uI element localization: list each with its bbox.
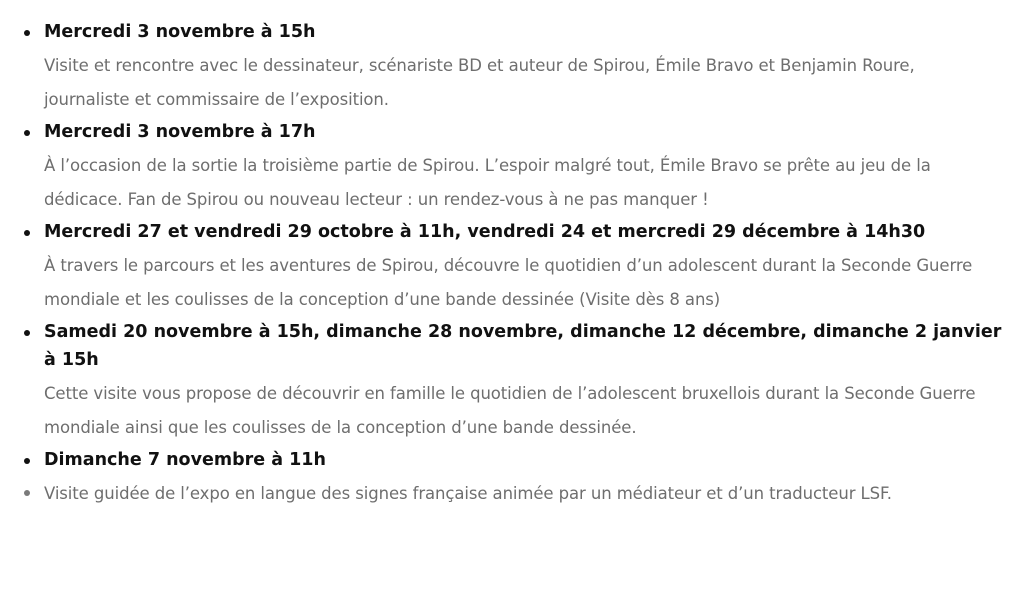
event-title: Samedi 20 novembre à 15h, dimanche 28 novembre, dimanche 12 décembre, dimanche 2 janvier à 15h <box>44 322 1002 370</box>
event-title: Dimanche 7 novembre à 11h <box>44 450 326 470</box>
event-item-4 <box>0 318 1024 445</box>
event-title: Mercredi 3 novembre à 15h <box>44 22 316 42</box>
event-item-2 <box>0 118 1024 217</box>
bullet-icon <box>24 490 30 496</box>
bullet-icon <box>24 30 30 36</box>
event-description: Visite guidée de l’expo en langue des signes française animée par un médiateur et d’un traducteur LSF. <box>44 484 892 503</box>
bullet-icon <box>24 130 30 136</box>
bullet-icon <box>24 230 30 236</box>
event-description: Visite et rencontre avec le dessinateur, scénariste BD et auteur de Spirou, Émile Bravo et Benjamin Roure, journaliste et commissaire de l’exposition. <box>44 56 915 109</box>
event-description: Cette visite vous propose de découvrir en famille le quotidien de l’adolescent bruxellois durant la Seconde Guerre mondiale ainsi que les coulisses de la conception d’une bande dessinée. <box>44 384 976 437</box>
event-description: À l’occasion de la sortie la troisième partie de Spirou. L’espoir malgré tout, Émile Bravo se prête au jeu de la dédicace. Fan de Spirou ou nouveau lecteur : un rendez-vous à ne pas manquer ! <box>44 156 931 209</box>
event-description: À travers le parcours et les aventures de Spirou, découvre le quotidien d’un adolescent durant la Seconde Guerre mondiale et les coulisses de la conception d’une bande dessinée (Visite dès 8 ans) <box>44 256 973 309</box>
event-item-3 <box>0 218 1024 317</box>
event-item-1 <box>0 18 1024 117</box>
bullet-icon <box>24 458 30 464</box>
event-item-5 <box>0 446 1024 474</box>
event-title: Mercredi 27 et vendredi 29 octobre à 11h, vendredi 24 et mercredi 29 décembre à 14h30 <box>44 222 926 242</box>
event-item-6 <box>0 477 1024 511</box>
bullet-icon <box>24 330 30 336</box>
event-title: Mercredi 3 novembre à 17h <box>44 122 316 142</box>
